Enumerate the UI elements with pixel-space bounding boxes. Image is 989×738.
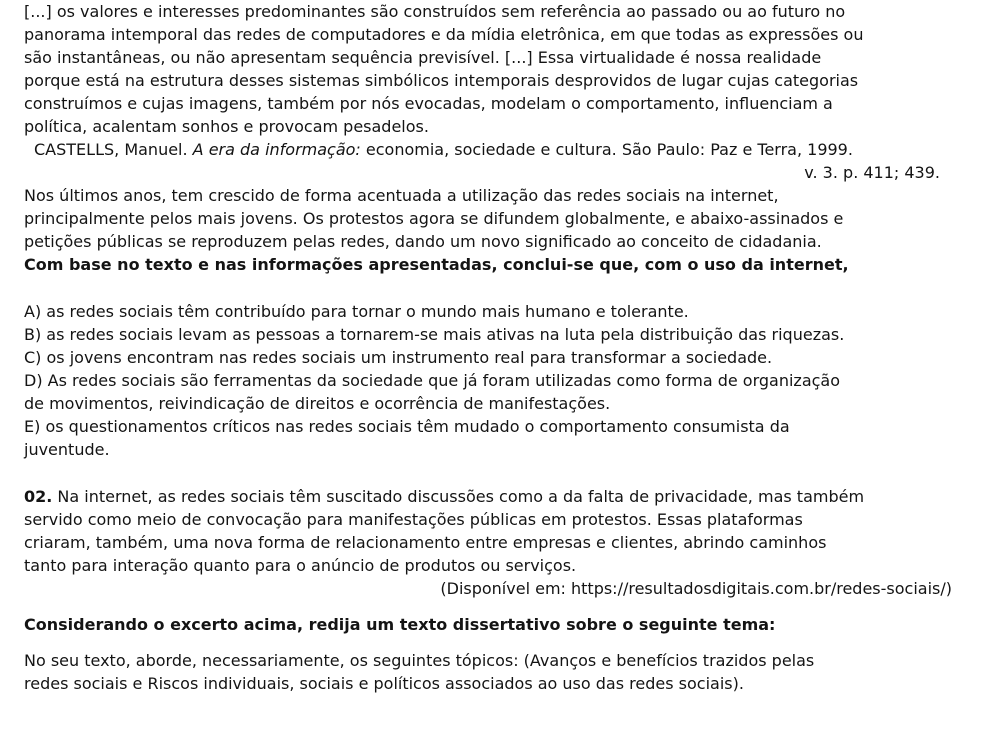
question-2-text: Na internet, as redes sociais têm suscitado discussões como a da falta de privacidade, mas também (52, 487, 865, 506)
option-e-continued: juventude. (24, 440, 110, 459)
citation-rest: economia, sociedade e cultura. São Paulo: Paz e Terra, 1999. (360, 140, 853, 159)
essay-topics (24, 649, 948, 695)
citation (24, 138, 948, 184)
option-c: C) os jovens encontram nas redes sociais um instrumento real para transformar a sociedade. (24, 348, 773, 367)
citation-title: A era da informação: (192, 140, 361, 159)
castells-excerpt (24, 0, 948, 138)
option-a: A) as redes sociais têm contribuído para tornar o mundo mais humano e tolerante. (24, 302, 689, 321)
option-b: B) as redes sociais levam as pessoas a tornarem-se mais ativas na luta pela distribuição das riquezas. (24, 325, 845, 344)
question-2-line: criaram, também, uma nova forma de relacionamento entre empresas e clientes, abrindo caminhos (24, 533, 827, 552)
citation-pages: v. 3. p. 411; 439. (804, 163, 940, 182)
option-e: E) os questionamentos críticos nas redes sociais têm mudado o comportamento consumista da (24, 417, 790, 436)
excerpt-line: panorama intemporal das redes de computadores e da mídia eletrônica, em que todas as expressões ou (24, 25, 864, 44)
essay-instruction: Considerando o excerto acima, redija um texto dissertativo sobre o seguinte tema: (24, 615, 776, 634)
source-reference: (Disponível em: https://resultadosdigitais.com.br/redes-sociais/) (440, 579, 952, 598)
excerpt-line: porque está na estrutura desses sistemas simbólicos intemporais desprovidos de lugar cujas categorias (24, 71, 859, 90)
context-line: petições públicas se reproduzem pelas redes, dando um novo significado ao conceito de cidadania. (24, 232, 822, 251)
question-2-line: servido como meio de convocação para manifestações públicas em protestos. Essas plataformas (24, 510, 803, 529)
document-page (24, 0, 952, 695)
question-2-line: tanto para interação quanto para o anúncio de produtos ou serviços. (24, 556, 577, 575)
topics-line: No seu texto, aborde, necessariamente, os seguintes tópicos: (Avanços e benefícios trazidos pelas (24, 651, 815, 670)
option-d-continued: de movimentos, reivindicação de direitos e ocorrência de manifestações. (24, 394, 611, 413)
context-paragraph (24, 184, 948, 276)
option-d: D) As redes sociais são ferramentas da sociedade que já foram utilizadas como forma de organização (24, 371, 841, 390)
question-2 (24, 485, 952, 600)
excerpt-line: construímos e cujas imagens, também por nós evocadas, modelam o comportamento, influenciam a (24, 94, 833, 113)
citation-author: CASTELLS, Manuel. (34, 140, 193, 159)
question-2-line (24, 485, 948, 508)
question-prompt: Com base no texto e nas informações apresentadas, conclui-se que, com o uso da internet, (24, 255, 849, 274)
context-line: principalmente pelos mais jovens. Os protestos agora se difundem globalmente, e abaixo-assinados e (24, 209, 844, 228)
question-number: 02. (24, 487, 53, 506)
context-line: Nos últimos anos, tem crescido de forma acentuada a utilização das redes sociais na internet, (24, 186, 779, 205)
excerpt-line: são instantâneas, ou não apresentam sequência previsível. [...] Essa virtualidade é nossa realidade (24, 48, 822, 67)
excerpt-line: [...] os valores e interesses predominantes são construídos sem referência ao passado ou ao futuro no (24, 2, 846, 21)
citation-line (34, 138, 948, 161)
answer-options (24, 300, 948, 461)
excerpt-line: política, acalentam sonhos e provocam pesadelos. (24, 117, 429, 136)
topics-line: redes sociais e Riscos individuais, sociais e políticos associados ao uso das redes sociais). (24, 674, 744, 693)
